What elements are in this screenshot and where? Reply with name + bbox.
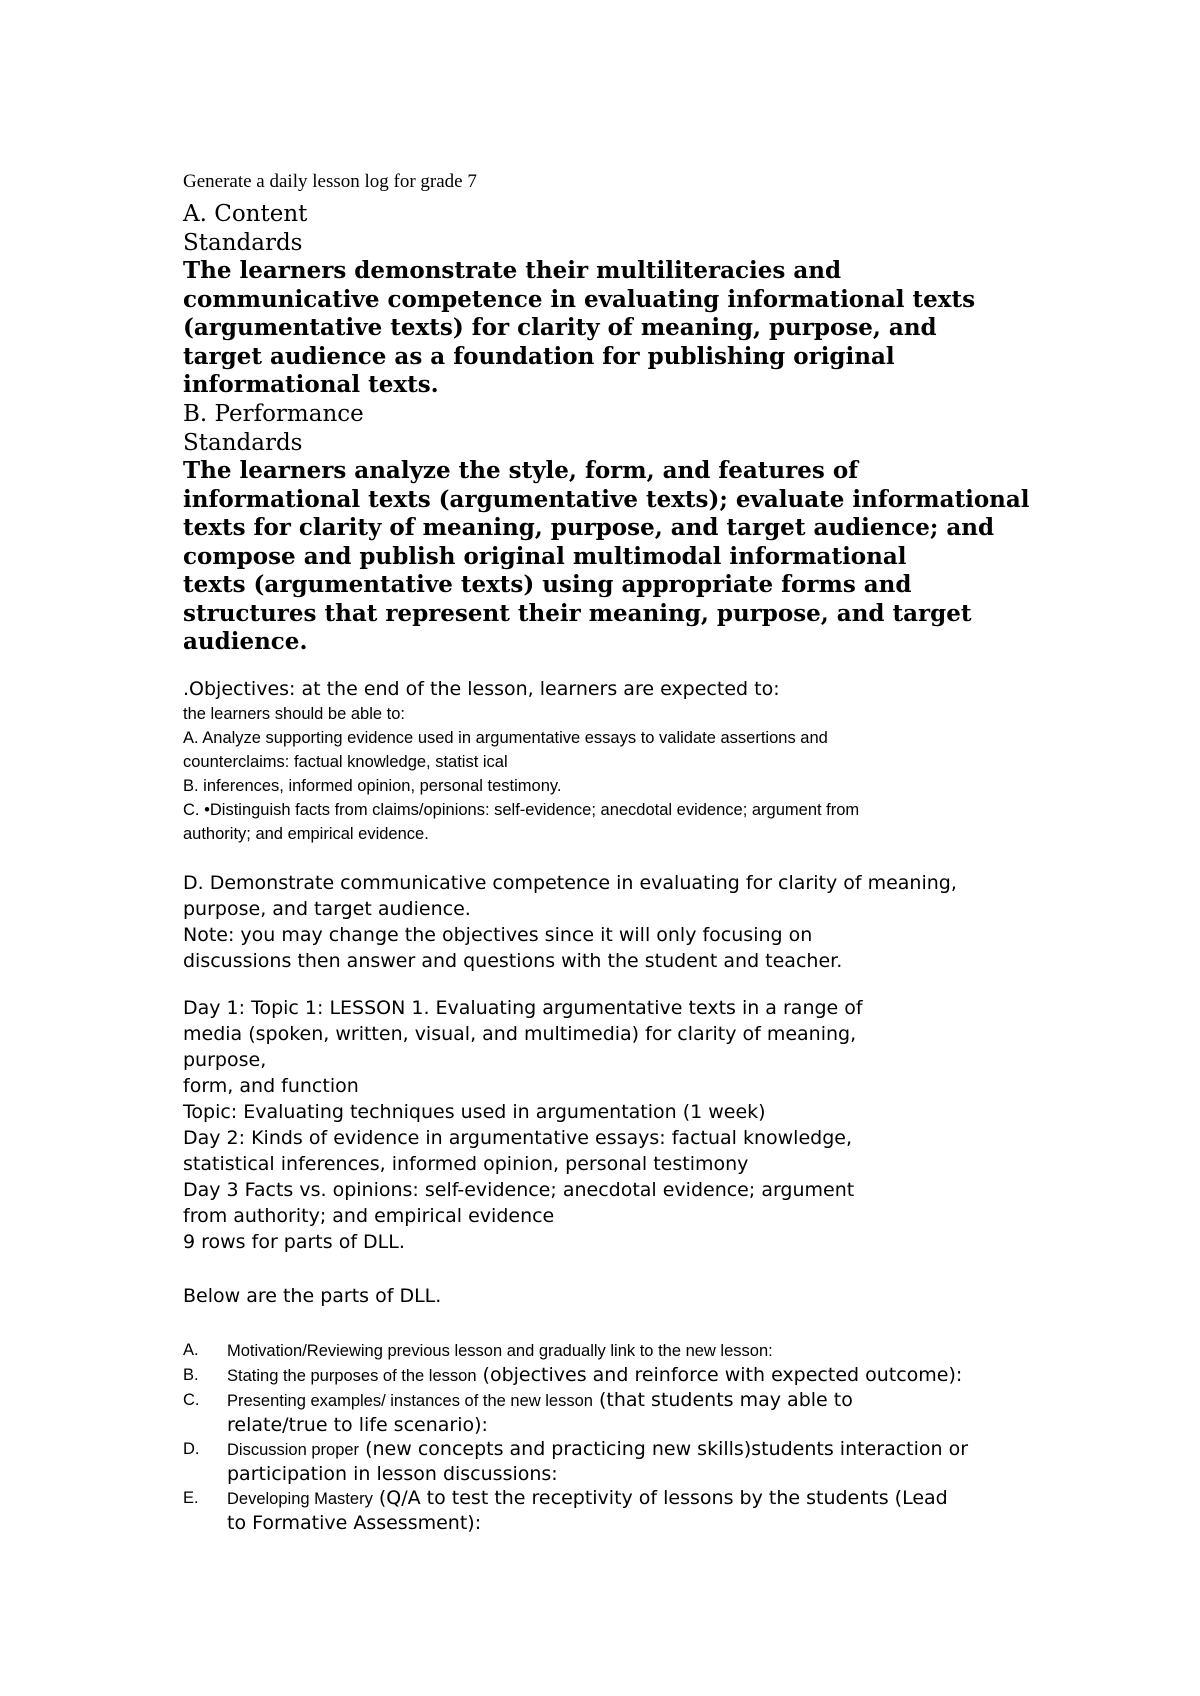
- objective-a: A. Analyze supporting evidence used in argumentative essays to validate assertions and: [183, 729, 828, 747]
- part-letter: E.: [183, 1489, 199, 1507]
- days-section: [183, 995, 863, 1255]
- day-line: from authority; and empirical evidence: [183, 1205, 555, 1227]
- part-lead: Stating the purposes of the lesson: [227, 1367, 477, 1385]
- objective-c-cont: authority; and empirical evidence.: [183, 825, 429, 843]
- content-standards-section: [183, 200, 975, 400]
- part-item-a: [183, 1338, 968, 1363]
- day-line: purpose,: [183, 1049, 267, 1071]
- day-line: Topic: Evaluating techniques used in argumentation (1 week): [183, 1101, 766, 1123]
- day-line: Day 2: Kinds of evidence in argumentative essays: factual knowledge,: [183, 1127, 852, 1149]
- part-letter: A.: [183, 1341, 199, 1359]
- note-line: Note: you may change the objectives since it will only focusing on: [183, 924, 813, 946]
- objective-c: C. •Distinguish facts from claims/opinions: self-evidence; anecdotal evidence; argument from: [183, 801, 860, 819]
- content-standards-heading: Standards: [183, 229, 303, 256]
- content-standards-text: The learners demonstrate their multiliteracies and: [183, 257, 842, 284]
- performance-standards-text: texts for clarity of meaning, purpose, and target audience; and: [183, 514, 995, 541]
- content-standards-heading: A. Content: [183, 201, 308, 227]
- content-standards-text: target audience as a foundation for publishing original: [183, 342, 895, 370]
- parts-list: [183, 1338, 968, 1535]
- day-line: statistical inferences, informed opinion, personal testimony: [183, 1153, 749, 1175]
- part-item-c: [183, 1388, 968, 1437]
- content-standards-text: (argumentative texts) for clarity of meaning, purpose, and: [183, 314, 937, 341]
- part-lead: Presenting examples/ instances of the new lesson: [227, 1392, 593, 1410]
- parts-list-container: [183, 1338, 968, 1535]
- part-rest: (that students may able to: [592, 1389, 853, 1411]
- objective-d: D. Demonstrate communicative competence in evaluating for clarity of meaning,: [183, 872, 957, 894]
- objectives-intro: .Objectives: at the end of the lesson, learners are expected to:: [183, 678, 780, 700]
- objective-b: B. inferences, informed opinion, personal testimony.: [183, 777, 562, 795]
- intro-line: Generate a daily lesson log for grade 7: [183, 171, 477, 192]
- objective-a-cont: counterclaims: factual knowledge, statist ical: [183, 753, 508, 771]
- objectives-line: the learners should be able to:: [183, 705, 405, 723]
- performance-standards-heading: Standards: [183, 429, 303, 456]
- part-letter: B.: [183, 1366, 199, 1384]
- content-standards-text: communicative competence in evaluating informational texts: [183, 285, 976, 313]
- part-continuation: participation in lesson discussions:: [227, 1463, 558, 1485]
- performance-standards-text: structures that represent their meaning, purpose, and target: [183, 599, 972, 627]
- performance-standards-text: compose and publish original multimodal informational: [183, 542, 907, 570]
- performance-standards-section: [183, 400, 1030, 657]
- part-rest: (objectives and reinforce with expected outcome):: [476, 1364, 963, 1386]
- objectives-list: [183, 702, 859, 846]
- performance-standards-heading: B. Performance: [183, 401, 364, 427]
- performance-standards-text: texts (argumentative texts) using appropriate forms and: [183, 571, 912, 598]
- note-line: discussions then answer and questions with the student and teacher.: [183, 950, 843, 972]
- part-lead: Developing Mastery: [227, 1490, 373, 1508]
- day-line: form, and function: [183, 1075, 359, 1097]
- day-line: media (spoken, written, visual, and multimedia) for clarity of meaning,: [183, 1023, 857, 1045]
- part-continuation: relate/true to life scenario):: [227, 1414, 488, 1436]
- day-line: Day 1: Topic 1: LESSON 1. Evaluating argumentative texts in a range of: [183, 997, 863, 1019]
- part-item-e: [183, 1486, 968, 1535]
- objective-d-cont: purpose, and target audience.: [183, 898, 471, 920]
- part-letter: D.: [183, 1440, 200, 1458]
- part-rest: (Q/A to test the receptivity of lessons by the students (Lead: [372, 1487, 948, 1509]
- part-item-d: [183, 1437, 968, 1486]
- performance-standards-text: informational texts (argumentative texts); evaluate informational: [183, 485, 1030, 513]
- performance-standards-text: The learners analyze the style, form, and features of: [183, 457, 859, 484]
- performance-standards-text: audience.: [183, 628, 308, 655]
- parts-heading: Below are the parts of DLL.: [183, 1285, 442, 1307]
- part-letter: C.: [183, 1391, 200, 1409]
- day-line: 9 rows for parts of DLL.: [183, 1231, 405, 1253]
- part-lead: Discussion proper: [227, 1441, 360, 1459]
- objective-d-section: [183, 870, 957, 974]
- part-rest: (new concepts and practicing new skills)students interaction or: [359, 1438, 969, 1460]
- part-continuation: to Formative Assessment):: [227, 1512, 482, 1534]
- content-standards-text: informational texts.: [183, 371, 439, 398]
- day-line: Day 3 Facts vs. opinions: self-evidence; anecdotal evidence; argument: [183, 1179, 855, 1201]
- part-lead: Motivation/Reviewing previous lesson and gradually link to the new lesson:: [227, 1342, 773, 1360]
- part-item-b: [183, 1363, 968, 1388]
